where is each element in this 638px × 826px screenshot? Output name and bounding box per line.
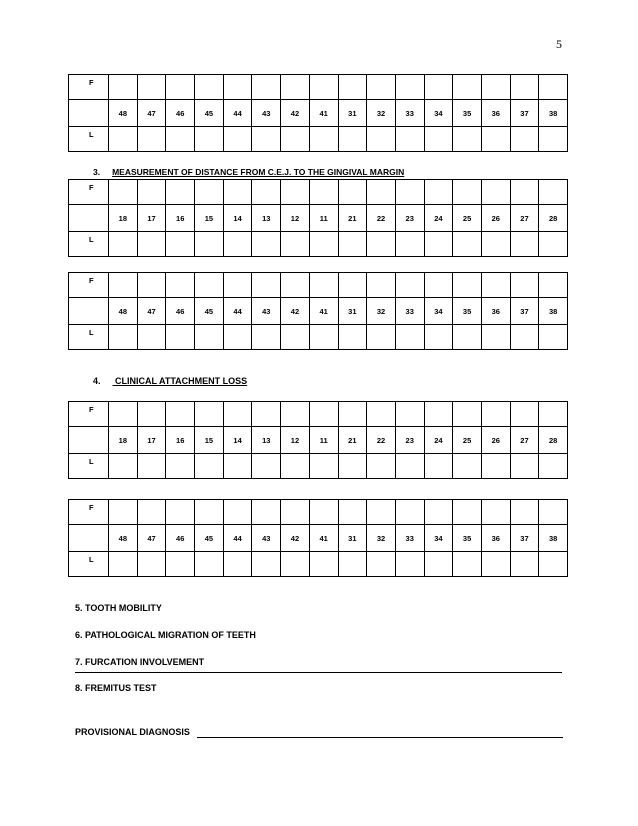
entry-cell[interactable] — [338, 75, 367, 100]
entry-cell[interactable] — [195, 552, 224, 577]
chart-table-lower-3 — [68, 272, 568, 350]
tooth-number: 14 — [223, 427, 252, 454]
row-label: L — [69, 454, 109, 479]
tooth-number: 34 — [424, 298, 453, 325]
entry-cell[interactable] — [281, 180, 310, 205]
tooth-number: 47 — [137, 525, 166, 552]
entry-cell[interactable] — [367, 454, 396, 479]
entry-cell[interactable] — [137, 325, 166, 350]
entry-cell[interactable] — [395, 232, 424, 257]
entry-cell[interactable] — [395, 75, 424, 100]
entry-cell[interactable] — [424, 127, 453, 152]
entry-cell[interactable] — [223, 273, 252, 298]
tooth-number: 48 — [109, 525, 138, 552]
entry-cell[interactable] — [223, 75, 252, 100]
entry-cell[interactable] — [166, 75, 195, 100]
tooth-number: 36 — [481, 298, 510, 325]
entry-cell[interactable] — [223, 232, 252, 257]
entry-cell[interactable] — [510, 232, 539, 257]
tooth-number: 31 — [338, 525, 367, 552]
entry-cell[interactable] — [309, 127, 338, 152]
chart-row-top — [69, 500, 568, 525]
row-label: L — [69, 552, 109, 577]
entry-cell[interactable] — [481, 552, 510, 577]
entry-cell[interactable] — [539, 180, 568, 205]
entry-cell[interactable] — [338, 180, 367, 205]
entry-cell[interactable] — [510, 180, 539, 205]
entry-cell[interactable] — [281, 500, 310, 525]
entry-cell[interactable] — [453, 75, 482, 100]
furcation-rule — [75, 672, 562, 673]
entry-cell[interactable] — [252, 180, 281, 205]
row-label — [69, 205, 109, 232]
entry-cell[interactable] — [481, 402, 510, 427]
entry-cell[interactable] — [395, 500, 424, 525]
entry-cell[interactable] — [510, 273, 539, 298]
entry-cell[interactable] — [424, 273, 453, 298]
entry-cell[interactable] — [252, 75, 281, 100]
chart-row-bot — [69, 325, 568, 350]
tooth-number: 44 — [223, 525, 252, 552]
entry-cell[interactable] — [109, 75, 138, 100]
entry-cell[interactable] — [338, 402, 367, 427]
entry-cell[interactable] — [195, 75, 224, 100]
tooth-number: 32 — [367, 100, 396, 127]
entry-cell[interactable] — [166, 402, 195, 427]
tooth-number: 33 — [395, 525, 424, 552]
tooth-number: 22 — [367, 427, 396, 454]
entry-cell[interactable] — [539, 500, 568, 525]
entry-cell[interactable] — [281, 75, 310, 100]
entry-cell[interactable] — [137, 232, 166, 257]
entry-cell[interactable] — [424, 325, 453, 350]
tooth-number: 16 — [166, 427, 195, 454]
entry-cell[interactable] — [453, 500, 482, 525]
tooth-number: 44 — [223, 100, 252, 127]
entry-cell[interactable] — [309, 552, 338, 577]
tooth-number: 31 — [338, 100, 367, 127]
entry-cell[interactable] — [137, 500, 166, 525]
entry-cell[interactable] — [367, 232, 396, 257]
tooth-number: 17 — [137, 427, 166, 454]
chart-row-bot — [69, 552, 568, 577]
entry-cell[interactable] — [252, 454, 281, 479]
tooth-number: 41 — [309, 525, 338, 552]
tooth-number: 37 — [510, 525, 539, 552]
tooth-number: 46 — [166, 298, 195, 325]
tooth-number: 14 — [223, 205, 252, 232]
tooth-number: 45 — [195, 298, 224, 325]
entry-cell[interactable] — [166, 180, 195, 205]
entry-cell[interactable] — [367, 127, 396, 152]
entry-cell[interactable] — [252, 552, 281, 577]
tooth-number: 35 — [453, 525, 482, 552]
row-label: F — [69, 500, 109, 525]
section-3-number: 3. — [93, 167, 101, 177]
row-label: F — [69, 273, 109, 298]
entry-cell[interactable] — [481, 325, 510, 350]
entry-cell[interactable] — [338, 500, 367, 525]
section-3-title: MEASUREMENT OF DISTANCE FROM C.E.J. TO THE GINGIVAL MARGIN — [112, 167, 405, 177]
tooth-number: 26 — [481, 427, 510, 454]
entry-cell[interactable] — [338, 232, 367, 257]
entry-cell[interactable] — [539, 273, 568, 298]
section-furcation: 7. FURCATION INVOLVEMENT — [75, 657, 205, 667]
tooth-number: 11 — [309, 205, 338, 232]
entry-cell[interactable] — [223, 454, 252, 479]
entry-cell[interactable] — [367, 325, 396, 350]
tooth-number: 36 — [481, 100, 510, 127]
tooth-number: 33 — [395, 298, 424, 325]
entry-cell[interactable] — [367, 500, 396, 525]
entry-cell[interactable] — [395, 127, 424, 152]
entry-cell[interactable] — [481, 232, 510, 257]
entry-cell[interactable] — [195, 180, 224, 205]
tooth-number: 18 — [109, 205, 138, 232]
tooth-number: 13 — [252, 427, 281, 454]
entry-cell[interactable] — [309, 232, 338, 257]
tooth-number: 48 — [109, 298, 138, 325]
entry-cell[interactable] — [309, 454, 338, 479]
chart-row-top — [69, 402, 568, 427]
entry-cell[interactable] — [338, 552, 367, 577]
tooth-number: 28 — [539, 205, 568, 232]
entry-cell[interactable] — [481, 75, 510, 100]
entry-cell[interactable] — [223, 402, 252, 427]
tooth-number: 15 — [195, 427, 224, 454]
entry-cell[interactable] — [166, 500, 195, 525]
tooth-number: 15 — [195, 205, 224, 232]
tooth-number: 47 — [137, 100, 166, 127]
tooth-number: 44 — [223, 298, 252, 325]
entry-cell[interactable] — [395, 180, 424, 205]
entry-cell[interactable] — [223, 500, 252, 525]
entry-cell[interactable] — [367, 180, 396, 205]
entry-cell[interactable] — [338, 454, 367, 479]
tooth-number: 17 — [137, 205, 166, 232]
entry-cell[interactable] — [367, 552, 396, 577]
entry-cell[interactable] — [309, 273, 338, 298]
row-label — [69, 427, 109, 454]
row-label: L — [69, 232, 109, 257]
tooth-number: 46 — [166, 100, 195, 127]
tooth-number: 11 — [309, 427, 338, 454]
section-3-heading — [93, 167, 404, 177]
tooth-number: 31 — [338, 298, 367, 325]
entry-cell[interactable] — [424, 454, 453, 479]
entry-cell[interactable] — [539, 325, 568, 350]
entry-cell[interactable] — [539, 454, 568, 479]
tooth-number: 38 — [539, 100, 568, 127]
tooth-number: 42 — [281, 525, 310, 552]
entry-cell[interactable] — [166, 232, 195, 257]
entry-cell[interactable] — [453, 180, 482, 205]
entry-cell[interactable] — [223, 127, 252, 152]
row-label: L — [69, 325, 109, 350]
tooth-number: 35 — [453, 100, 482, 127]
tooth-number: 12 — [281, 205, 310, 232]
tooth-number: 24 — [424, 205, 453, 232]
entry-cell[interactable] — [453, 232, 482, 257]
tooth-number: 47 — [137, 298, 166, 325]
entry-cell[interactable] — [309, 75, 338, 100]
entry-cell[interactable] — [539, 552, 568, 577]
tooth-number: 12 — [281, 427, 310, 454]
tooth-number: 32 — [367, 525, 396, 552]
section-tooth-mobility: 5. TOOTH MOBILITY — [75, 603, 162, 613]
entry-cell[interactable] — [252, 402, 281, 427]
entry-cell[interactable] — [137, 180, 166, 205]
entry-cell[interactable] — [137, 552, 166, 577]
entry-cell[interactable] — [281, 232, 310, 257]
entry-cell[interactable] — [166, 127, 195, 152]
entry-cell[interactable] — [338, 325, 367, 350]
entry-cell[interactable] — [109, 273, 138, 298]
entry-cell[interactable] — [481, 273, 510, 298]
entry-cell[interactable] — [252, 232, 281, 257]
entry-cell[interactable] — [281, 127, 310, 152]
entry-cell[interactable] — [109, 180, 138, 205]
tooth-number: 41 — [309, 100, 338, 127]
section-fremitus: 8. FREMITUS TEST — [75, 683, 157, 693]
provisional-diagnosis-line[interactable] — [197, 737, 563, 738]
tooth-number: 48 — [109, 100, 138, 127]
chart-row-mid — [69, 298, 568, 325]
entry-cell[interactable] — [424, 232, 453, 257]
chart-row-mid — [69, 427, 568, 454]
entry-cell[interactable] — [137, 454, 166, 479]
tooth-number: 37 — [510, 298, 539, 325]
entry-cell[interactable] — [453, 454, 482, 479]
entry-cell[interactable] — [481, 454, 510, 479]
tooth-number: 32 — [367, 298, 396, 325]
entry-cell[interactable] — [395, 552, 424, 577]
tooth-number: 27 — [510, 427, 539, 454]
entry-cell[interactable] — [223, 180, 252, 205]
entry-cell[interactable] — [510, 75, 539, 100]
entry-cell[interactable] — [539, 402, 568, 427]
tooth-number: 21 — [338, 427, 367, 454]
entry-cell[interactable] — [539, 75, 568, 100]
entry-cell[interactable] — [510, 325, 539, 350]
entry-cell[interactable] — [539, 127, 568, 152]
entry-cell[interactable] — [424, 500, 453, 525]
chart-row-mid — [69, 205, 568, 232]
entry-cell[interactable] — [252, 273, 281, 298]
chart-table-lower-1 — [68, 74, 568, 152]
entry-cell[interactable] — [195, 402, 224, 427]
entry-cell[interactable] — [453, 325, 482, 350]
entry-cell[interactable] — [281, 552, 310, 577]
row-label — [69, 525, 109, 552]
entry-cell[interactable] — [109, 500, 138, 525]
entry-cell[interactable] — [195, 325, 224, 350]
entry-cell[interactable] — [166, 273, 195, 298]
tooth-number: 43 — [252, 100, 281, 127]
tooth-number: 16 — [166, 205, 195, 232]
entry-cell[interactable] — [137, 75, 166, 100]
entry-cell[interactable] — [166, 552, 195, 577]
tooth-number: 43 — [252, 298, 281, 325]
entry-cell[interactable] — [195, 454, 224, 479]
entry-cell[interactable] — [424, 75, 453, 100]
entry-cell[interactable] — [395, 273, 424, 298]
entry-cell[interactable] — [281, 402, 310, 427]
tooth-number: 34 — [424, 100, 453, 127]
entry-cell[interactable] — [109, 552, 138, 577]
entry-cell[interactable] — [109, 325, 138, 350]
row-label: F — [69, 180, 109, 205]
chart-row-mid — [69, 525, 568, 552]
entry-cell[interactable] — [367, 75, 396, 100]
entry-cell[interactable] — [252, 500, 281, 525]
tooth-number: 33 — [395, 100, 424, 127]
entry-cell[interactable] — [195, 232, 224, 257]
row-label: L — [69, 127, 109, 152]
entry-cell[interactable] — [424, 180, 453, 205]
tooth-number: 46 — [166, 525, 195, 552]
entry-cell[interactable] — [539, 232, 568, 257]
entry-cell[interactable] — [367, 402, 396, 427]
chart-row-mid — [69, 100, 568, 127]
entry-cell[interactable] — [137, 127, 166, 152]
entry-cell[interactable] — [510, 127, 539, 152]
entry-cell[interactable] — [166, 454, 195, 479]
entry-cell[interactable] — [481, 180, 510, 205]
entry-cell[interactable] — [109, 232, 138, 257]
tooth-number: 42 — [281, 100, 310, 127]
tooth-number: 41 — [309, 298, 338, 325]
row-label: F — [69, 402, 109, 427]
entry-cell[interactable] — [424, 402, 453, 427]
chart-row-top — [69, 180, 568, 205]
chart-row-top — [69, 75, 568, 100]
entry-cell[interactable] — [309, 180, 338, 205]
row-label: F — [69, 75, 109, 100]
section-provisional-diagnosis: PROVISIONAL DIAGNOSIS — [75, 727, 190, 737]
entry-cell[interactable] — [510, 454, 539, 479]
entry-cell[interactable] — [395, 454, 424, 479]
entry-cell[interactable] — [367, 273, 396, 298]
entry-cell[interactable] — [338, 273, 367, 298]
entry-cell[interactable] — [281, 273, 310, 298]
row-label — [69, 100, 109, 127]
tooth-number: 25 — [453, 205, 482, 232]
entry-cell[interactable] — [481, 127, 510, 152]
tooth-number: 34 — [424, 525, 453, 552]
row-label — [69, 298, 109, 325]
entry-cell[interactable] — [137, 402, 166, 427]
tooth-number: 45 — [195, 525, 224, 552]
tooth-number: 23 — [395, 427, 424, 454]
section-pathological-migration: 6. PATHOLOGICAL MIGRATION OF TEETH — [75, 630, 256, 640]
entry-cell[interactable] — [281, 454, 310, 479]
section-4-title: CLINICAL ATTACHMENT LOSS — [112, 376, 248, 386]
section-4-heading — [93, 376, 247, 386]
entry-cell[interactable] — [338, 127, 367, 152]
tooth-number: 22 — [367, 205, 396, 232]
tooth-number: 37 — [510, 100, 539, 127]
chart-row-bot — [69, 454, 568, 479]
tooth-number: 43 — [252, 525, 281, 552]
entry-cell[interactable] — [309, 402, 338, 427]
tooth-number: 45 — [195, 100, 224, 127]
entry-cell[interactable] — [252, 127, 281, 152]
entry-cell[interactable] — [109, 454, 138, 479]
entry-cell[interactable] — [223, 325, 252, 350]
entry-cell[interactable] — [195, 273, 224, 298]
entry-cell[interactable] — [510, 552, 539, 577]
tooth-number: 38 — [539, 525, 568, 552]
entry-cell[interactable] — [395, 325, 424, 350]
entry-cell[interactable] — [309, 500, 338, 525]
entry-cell[interactable] — [137, 273, 166, 298]
page-number: 5 — [556, 37, 562, 51]
entry-cell[interactable] — [453, 273, 482, 298]
entry-cell[interactable] — [453, 127, 482, 152]
chart-row-bot — [69, 127, 568, 152]
entry-cell[interactable] — [109, 127, 138, 152]
entry-cell[interactable] — [424, 552, 453, 577]
entry-cell[interactable] — [481, 500, 510, 525]
entry-cell[interactable] — [195, 127, 224, 152]
tooth-number: 21 — [338, 205, 367, 232]
entry-cell[interactable] — [309, 325, 338, 350]
entry-cell[interactable] — [453, 552, 482, 577]
chart-row-top — [69, 273, 568, 298]
tooth-number: 35 — [453, 298, 482, 325]
tooth-number: 36 — [481, 525, 510, 552]
chart-row-bot — [69, 232, 568, 257]
entry-cell[interactable] — [166, 325, 195, 350]
chart-table-lower-5 — [68, 499, 568, 577]
tooth-number: 27 — [510, 205, 539, 232]
entry-cell[interactable] — [195, 500, 224, 525]
entry-cell[interactable] — [281, 325, 310, 350]
chart-table-upper-4 — [68, 401, 568, 479]
tooth-number: 24 — [424, 427, 453, 454]
entry-cell[interactable] — [453, 402, 482, 427]
entry-cell[interactable] — [252, 325, 281, 350]
entry-cell[interactable] — [109, 402, 138, 427]
tooth-number: 38 — [539, 298, 568, 325]
entry-cell[interactable] — [510, 500, 539, 525]
tooth-number: 25 — [453, 427, 482, 454]
tooth-number: 42 — [281, 298, 310, 325]
tooth-number: 28 — [539, 427, 568, 454]
tooth-number: 13 — [252, 205, 281, 232]
section-4-number: 4. — [93, 376, 101, 386]
entry-cell[interactable] — [510, 402, 539, 427]
entry-cell[interactable] — [395, 402, 424, 427]
entry-cell[interactable] — [223, 552, 252, 577]
tooth-number: 26 — [481, 205, 510, 232]
chart-table-upper-2 — [68, 179, 568, 257]
tooth-number: 23 — [395, 205, 424, 232]
tooth-number: 18 — [109, 427, 138, 454]
